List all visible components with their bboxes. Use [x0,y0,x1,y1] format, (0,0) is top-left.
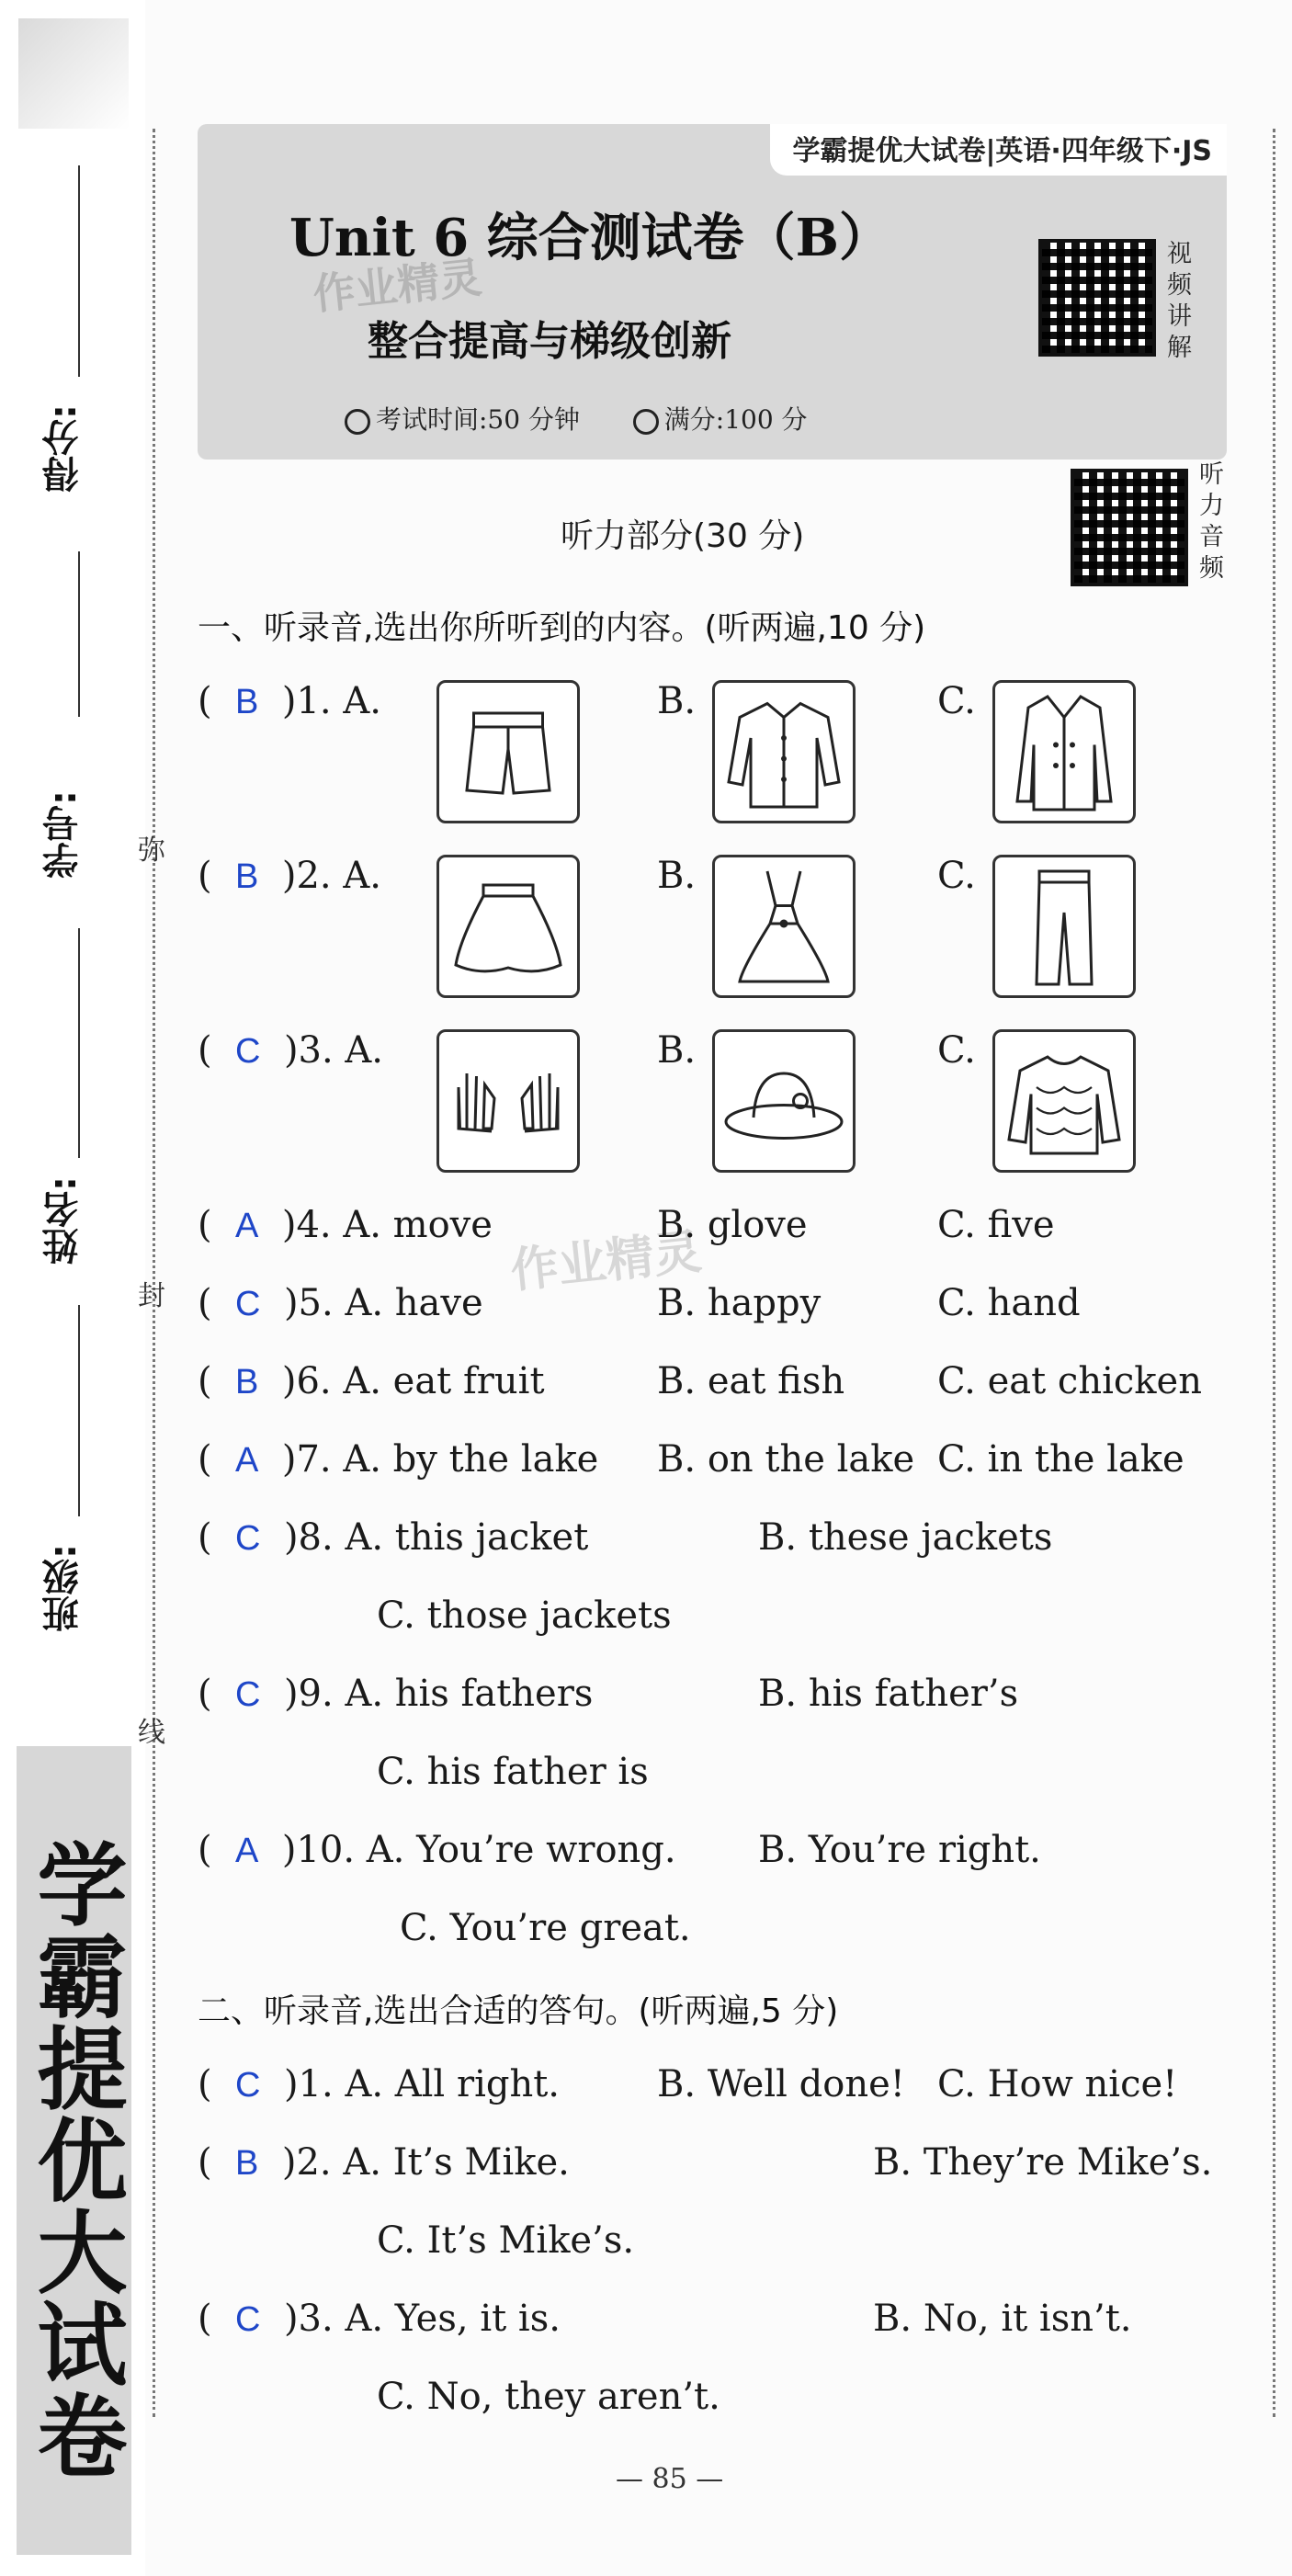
option-a: A. his fathers [345,1673,594,1715]
option-a: A. eat fruit [343,1360,545,1402]
answer: B [235,2144,259,2183]
option-c: C. How nice! [937,2063,1178,2105]
s2-question-2: ( B )2. A. It’s Mike. [198,2141,570,2184]
s2-question-3: ( C )3. A. Yes, it is. [198,2298,561,2340]
s2-question-1: ( C )1. A. All right. [198,2063,561,2105]
watermark: 作业精灵 [508,1224,705,1299]
corner-decoration [18,18,129,129]
question-number: )10. [281,1829,356,1871]
question-number: )1. [283,2063,334,2105]
option-c-label: C. [937,1029,976,1072]
question-3: ( C )3. A. [198,1029,384,1072]
brand-logo: 学霸提优大试卷 [22,1838,127,2481]
video-qr-label: 视频讲解 [1167,240,1192,362]
seal-char-xian: 线 [138,1717,165,1749]
option-b: B. these jackets [758,1516,1053,1559]
answer: C [235,1519,261,1558]
trousers-icon[interactable] [992,855,1136,998]
answer: C [235,2066,261,2105]
question-number: )4. [281,1204,332,1246]
answer: B [235,1363,259,1401]
option-a: A. It’s Mike. [343,2141,570,2184]
option-b: B. glove [657,1204,808,1246]
question-number: )1. A. [281,680,381,722]
exam-time: 考试时间:50 分钟 [376,404,580,435]
question-2: ( B )2. A. [198,855,381,897]
answer: A [235,1441,259,1480]
seal-line-right [1273,129,1275,2417]
option-c: C. It’s Mike’s. [377,2219,635,2262]
exam-score: 满分:100 分 [663,404,808,435]
option-c: C. his father is [377,1751,649,1793]
section2-title: 二、听录音,选出合适的答句。(听两遍,5 分) [198,1992,839,2030]
option-c-label: C. [937,855,976,897]
clock-icon [633,409,659,435]
option-b: B. No, it isn’t. [873,2298,1132,2340]
question-10: ( A )10. A. You’re wrong. [198,1829,676,1871]
shirt-icon[interactable] [712,680,856,823]
class-label: 班级: [42,1544,85,1632]
answer: C [235,2300,261,2339]
question-number: )5. [283,1282,334,1324]
page-subtitle: 整合提高与梯级创新 [368,318,731,365]
option-c: C. eat chicken [937,1360,1202,1402]
series-label: 学霸提优大试卷|英语·四年级下·JS [770,124,1227,176]
option-a: A. Yes, it is. [345,2298,561,2340]
coat-icon[interactable] [992,680,1136,823]
section1-title: 一、听录音,选出你所听到的内容。(听两遍,10 分) [198,609,926,647]
option-b-label: B. [657,855,697,897]
answer: B [235,683,259,721]
name-label: 姓名: [42,1176,85,1265]
audio-qr-code[interactable] [1071,469,1188,586]
option-c: C. in the lake [937,1438,1184,1481]
binding-strip [0,0,145,2576]
student-no-label: 学号: [42,790,85,879]
question-number: )3. [283,2298,334,2340]
option-b: B. on the lake [657,1438,915,1481]
name-line [78,1305,80,1516]
shorts-icon[interactable] [436,680,580,823]
option-a: A. have [345,1282,483,1324]
student-no-line [78,928,80,1158]
seal-char-mi: 弥 [138,834,165,867]
option-b: B. You’re right. [758,1829,1041,1871]
answer: C [235,1675,261,1714]
question-5: ( C )5. A. have [198,1282,483,1324]
score-line-2 [78,551,80,717]
answer: A [235,1207,259,1245]
option-b: B. happy [657,1282,822,1324]
option-b: B. Well done! [657,2063,905,2105]
answer: C [235,1032,261,1071]
option-a: A. You’re wrong. [366,1829,676,1871]
question-4: ( A )4. A. move [198,1204,493,1246]
option-c: C. hand [937,1282,1081,1324]
question-number: )2. [281,2141,332,2184]
seal-char-feng: 封 [138,1280,165,1312]
option-a: A. by the lake [343,1438,599,1481]
option-b: B. eat fish [657,1360,845,1402]
option-b: B. They’re Mike’s. [873,2141,1213,2184]
answer: C [235,1285,261,1323]
question-number: )2. A. [281,855,381,897]
option-a: A. this jacket [345,1516,589,1559]
score-line [78,165,80,377]
skirt-icon[interactable] [436,855,580,998]
option-c: C. five [937,1204,1055,1246]
header-panel [198,124,1227,460]
page-number: — 85 — [616,2463,724,2495]
score-label: 得分: [42,404,85,493]
question-9: ( C )9. A. his fathers [198,1673,594,1715]
hat-icon[interactable] [712,1029,856,1173]
exam-info [345,400,808,437]
clock-icon [345,409,370,435]
dress-icon[interactable] [712,855,856,998]
question-6: ( B )6. A. eat fruit [198,1360,545,1402]
question-number: )7. [281,1438,332,1481]
option-a: A. All right. [345,2063,561,2105]
answer: B [235,857,259,896]
option-c: C. those jackets [377,1594,672,1637]
question-number: )9. [283,1673,334,1715]
option-b: B. his father’s [758,1673,1019,1715]
option-b-label: B. [657,680,697,722]
sweater-icon[interactable] [992,1029,1136,1173]
question-7: ( A )7. A. by the lake [198,1438,599,1481]
option-c: C. No, they aren’t. [377,2376,720,2418]
option-a: A. move [343,1204,493,1246]
answer: A [235,1832,259,1870]
page-title: Unit 6 综合测试卷（B） [289,208,890,268]
gloves-icon[interactable] [436,1029,580,1173]
question-number: )8. [283,1516,334,1559]
video-qr-code[interactable] [1038,239,1156,357]
question-8: ( C )8. A. this jacket [198,1516,589,1559]
watermark: 作业精灵 [310,252,484,320]
option-c-label: C. [937,680,976,722]
question-number: )3. A. [283,1029,384,1072]
option-c: C. You’re great. [400,1907,691,1949]
listening-title: 听力部分(30 分) [561,517,805,555]
question-1: ( B )1. A. [198,680,381,722]
audio-qr-label: 听力音频 [1199,460,1224,583]
question-number: )6. [281,1360,332,1402]
option-b-label: B. [657,1029,697,1072]
